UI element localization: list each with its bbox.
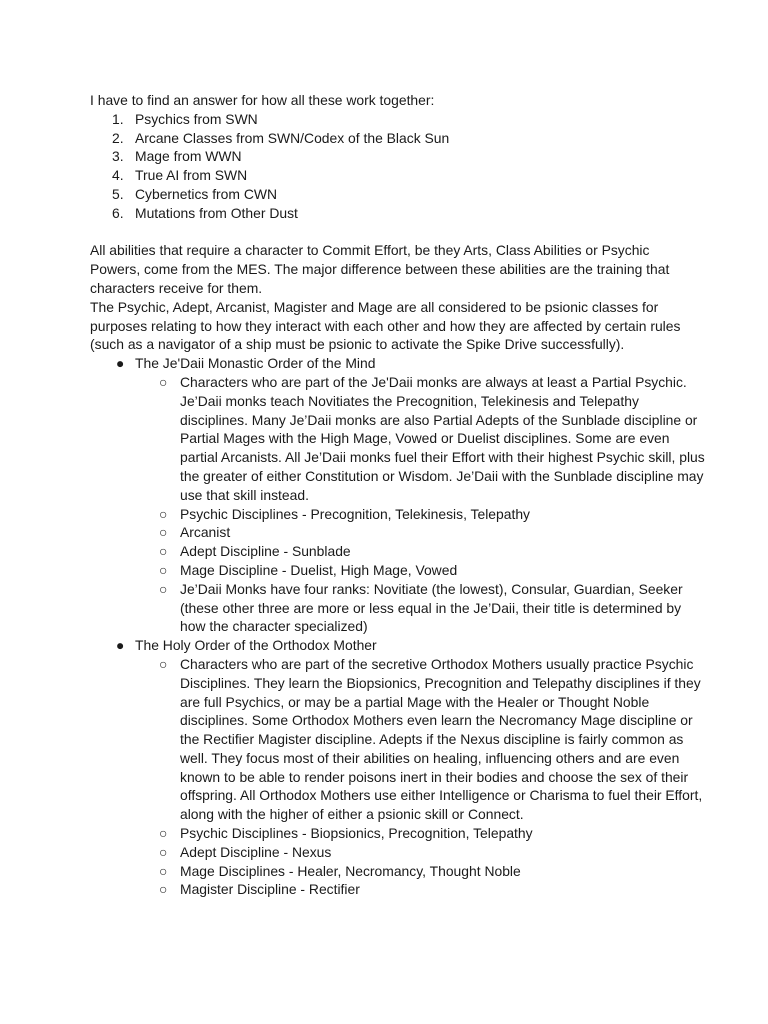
order-title: The Holy Order of the Orthodox Mother [135, 637, 377, 654]
order-details-list [135, 655, 703, 899]
intro-line: I have to find an answer for how all these work together: [90, 92, 435, 108]
sub-bullet-icon: ○ [159, 825, 168, 842]
list-item-text: Psychic Disciplines - Biopsionics, Precognition, Telepathy [180, 825, 533, 842]
paragraph-psionic-classes: The Psychic, Adept, Arcanist, Magister and Mage are all considered to be psionic classes for purposes relating to how they interact with each other and how they are affected by certain rules (such as a navigator of a ship must be psionic to activate the Spike Drive successfully). [90, 298, 681, 353]
list-item-text: Cybernetics from CWN [135, 185, 278, 202]
list-item [135, 373, 710, 505]
list-item-text: Mutations from Other Dust [135, 204, 298, 221]
sub-bullet-icon: ○ [159, 862, 168, 879]
list-item [90, 204, 690, 223]
list-item-text: Mage from WWN [135, 148, 242, 165]
list-number: 2. [112, 129, 124, 146]
list-item [90, 166, 690, 185]
list-item-text: Mage Discipline - Duelist, High Mage, Vowed [180, 561, 458, 578]
list-item-text: True AI from SWN [135, 167, 248, 184]
list-item-text: Mage Disciplines - Healer, Necromancy, Thought Noble [180, 862, 521, 879]
list-item-text: Characters who are part of the secretive Orthodox Mothers usually practice Psychic Disciplines. They learn the Biopsionics, Precognition and Telepathy disciplines if they are full Psychics, or may be a partial Mage with the Healer or Thought Noble disciplines. Some Orthodox Mothers even learn the Necromancy Mage discipline or the Rectifier Magister discipline. Adepts if the Nexus discipline is fairly common as well. They focus most of their abilities on healing, influencing others and are even known to be able to render poisons inert in their bodies and choose the sex of their offspring. All Orthodox Mothers use either Intelligence or Charisma to fuel their Effort, along with the higher of either a psionic skill or Connect. [180, 655, 703, 823]
list-item-text: Arcanist [180, 524, 231, 541]
list-item-text: Psychics from SWN [135, 110, 258, 127]
sub-bullet-icon: ○ [159, 543, 168, 560]
list-item [135, 824, 710, 843]
list-item [135, 862, 710, 881]
sub-bullet-icon: ○ [159, 655, 168, 672]
sub-bullet-icon: ○ [159, 843, 168, 860]
list-item [90, 129, 690, 148]
list-item [135, 505, 710, 524]
list-number: 3. [112, 148, 124, 165]
list-item [135, 880, 710, 899]
sub-bullet-icon: ○ [159, 373, 168, 390]
list-item [90, 110, 690, 129]
sub-bullet-icon: ○ [159, 505, 168, 522]
sources-list [90, 110, 690, 223]
paragraph-effort: All abilities that require a character to Commit Effort, be they Arts, Class Abilities or Psychic Powers, come from the MES. The major difference between these abilities are the training that characters receive for them. [90, 242, 670, 296]
list-item [90, 185, 690, 204]
list-item [135, 580, 710, 636]
list-item-text: Adept Discipline - Nexus [180, 843, 332, 860]
document-page [90, 91, 705, 899]
order-item-orthodox-mother [90, 636, 703, 899]
list-item [90, 147, 690, 166]
order-details-list [135, 373, 705, 636]
list-item-text: Psychic Disciplines - Precognition, Telekinesis, Telepathy [180, 505, 531, 522]
bullet-icon: ● [116, 355, 125, 372]
list-item [135, 561, 710, 580]
list-item-text: Characters who are part of the Je'Daii monks are always at least a Partial Psychic. Je’Daii monks teach Novitiates the Precognition, Telekinesis and Telepathy disciplines. Many Je’Daii monks are also Partial Adepts of the Sunblade discipline or Partial Mages with the High Mage, Vowed or Duelist disciplines. Some are even partial Arcanists. All Je’Daii monks fuel their Effort with their highest Psychic skill, plus the greater of either Constitution or Wisdom. Je’Daii with the Sunblade discipline may use that skill instead. [180, 373, 705, 503]
sub-bullet-icon: ○ [159, 881, 168, 898]
list-item-text: Arcane Classes from SWN/Codex of the Black Sun [135, 129, 450, 146]
list-number: 5. [112, 185, 124, 202]
list-item-text: Magister Discipline - Rectifier [180, 881, 360, 898]
list-number: 4. [112, 167, 124, 184]
orders-list [90, 354, 705, 899]
list-number: 1. [112, 110, 124, 127]
list-item-text: Je’Daii Monks have four ranks: Novitiate (the lowest), Consular, Guardian, Seeker (these other three are more or less equal in the Je’Daii, their title is determined by how the character specialized) [180, 580, 683, 635]
blank-line [90, 223, 690, 242]
list-item [135, 655, 710, 824]
list-item-text: Adept Discipline - Sunblade [180, 543, 351, 560]
bullet-icon: ● [116, 637, 125, 654]
order-title: The Je'Daii Monastic Order of the Mind [135, 355, 376, 372]
sub-bullet-icon: ○ [159, 524, 168, 541]
sub-bullet-icon: ○ [159, 580, 168, 597]
list-item [135, 523, 710, 542]
list-item [135, 542, 710, 561]
order-item-jedaii [90, 354, 705, 636]
sub-bullet-icon: ○ [159, 561, 168, 578]
list-number: 6. [112, 204, 124, 221]
list-item [135, 843, 710, 862]
